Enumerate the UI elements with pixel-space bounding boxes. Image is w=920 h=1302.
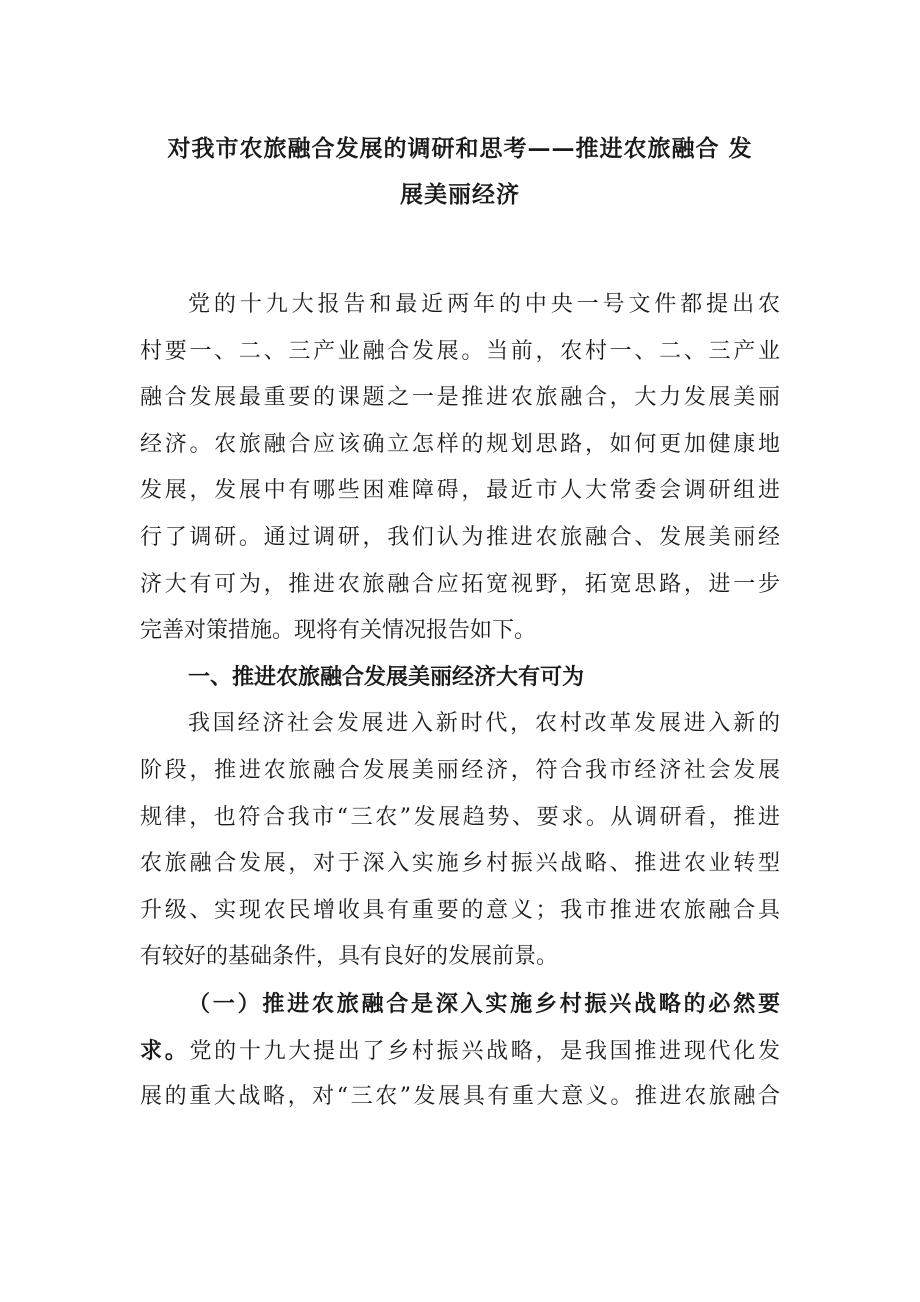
paragraph-line: 行了调研。通过调研，我们认为推进农旅融合、发展美丽经 [140, 524, 780, 550]
paragraph-line: 阶段，推进农旅融合发展美丽经济，符合我市经济社会发展 [140, 757, 780, 783]
title-line-2: 展美丽经济 [400, 181, 520, 208]
paragraph-line: 完善对策措施。现将有关情况报告如下。 [140, 618, 537, 644]
title-line-1: 对我市农旅融合发展的调研和思考——推进农旅融合 发 [167, 135, 753, 162]
paragraph-line: 农旅融合发展，对于深入实施乡村振兴战略、推进农业转型 [140, 851, 780, 877]
subsection-heading: （一）推进农旅融合是深入实施乡村振兴战略的必然要 [188, 990, 780, 1017]
paragraph-line: 济大有可为，推进农旅融合应拓宽视野，拓宽思路，进一步 [140, 571, 780, 597]
document-title [140, 126, 780, 218]
intro-paragraph [140, 282, 780, 655]
paragraph-line: 展的重大战略，对“三农”发展具有重大意义。推进农旅融合 [140, 1084, 780, 1110]
paragraph-text: 党的十九大提出了乡村振兴战略，是我国推进现代化发 [189, 1038, 780, 1064]
subsection-1-paragraph [140, 981, 780, 1121]
paragraph-line: 升级、实现农民增收具有重要的意义；我市推进农旅融合具 [140, 897, 780, 923]
section-heading: 一、推进农旅融合发展美丽经济大有可为 [188, 664, 585, 690]
paragraph-line: 经济。农旅融合应该确立怎样的规划思路，如何更加健康地 [140, 431, 780, 457]
paragraph-line: 党的十九大报告和最近两年的中央一号文件都提出农 [188, 292, 780, 317]
section-1-paragraph [140, 701, 780, 981]
document-body [140, 282, 780, 1121]
paragraph-line: 规律，也符合我市“三农”发展趋势、要求。从调研看，推进 [140, 804, 780, 830]
paragraph-line: 村要一、二、三产业融合发展。当前，农村一、二、三产业 [140, 338, 780, 364]
paragraph-line: 融合发展最重要的课题之一是推进农旅融合，大力发展美丽 [140, 385, 780, 411]
paragraph-line: 我国经济社会发展进入新时代，农村改革发展进入新的 [188, 711, 780, 737]
paragraph-line [140, 1028, 780, 1075]
paragraph-line: 有较好的基础条件，具有良好的发展前景。 [140, 944, 559, 970]
subsection-heading-end: 求。 [140, 1037, 190, 1064]
paragraph-line: 发展，发展中有哪些困难障碍，最近市人大常委会调研组进 [140, 478, 780, 504]
